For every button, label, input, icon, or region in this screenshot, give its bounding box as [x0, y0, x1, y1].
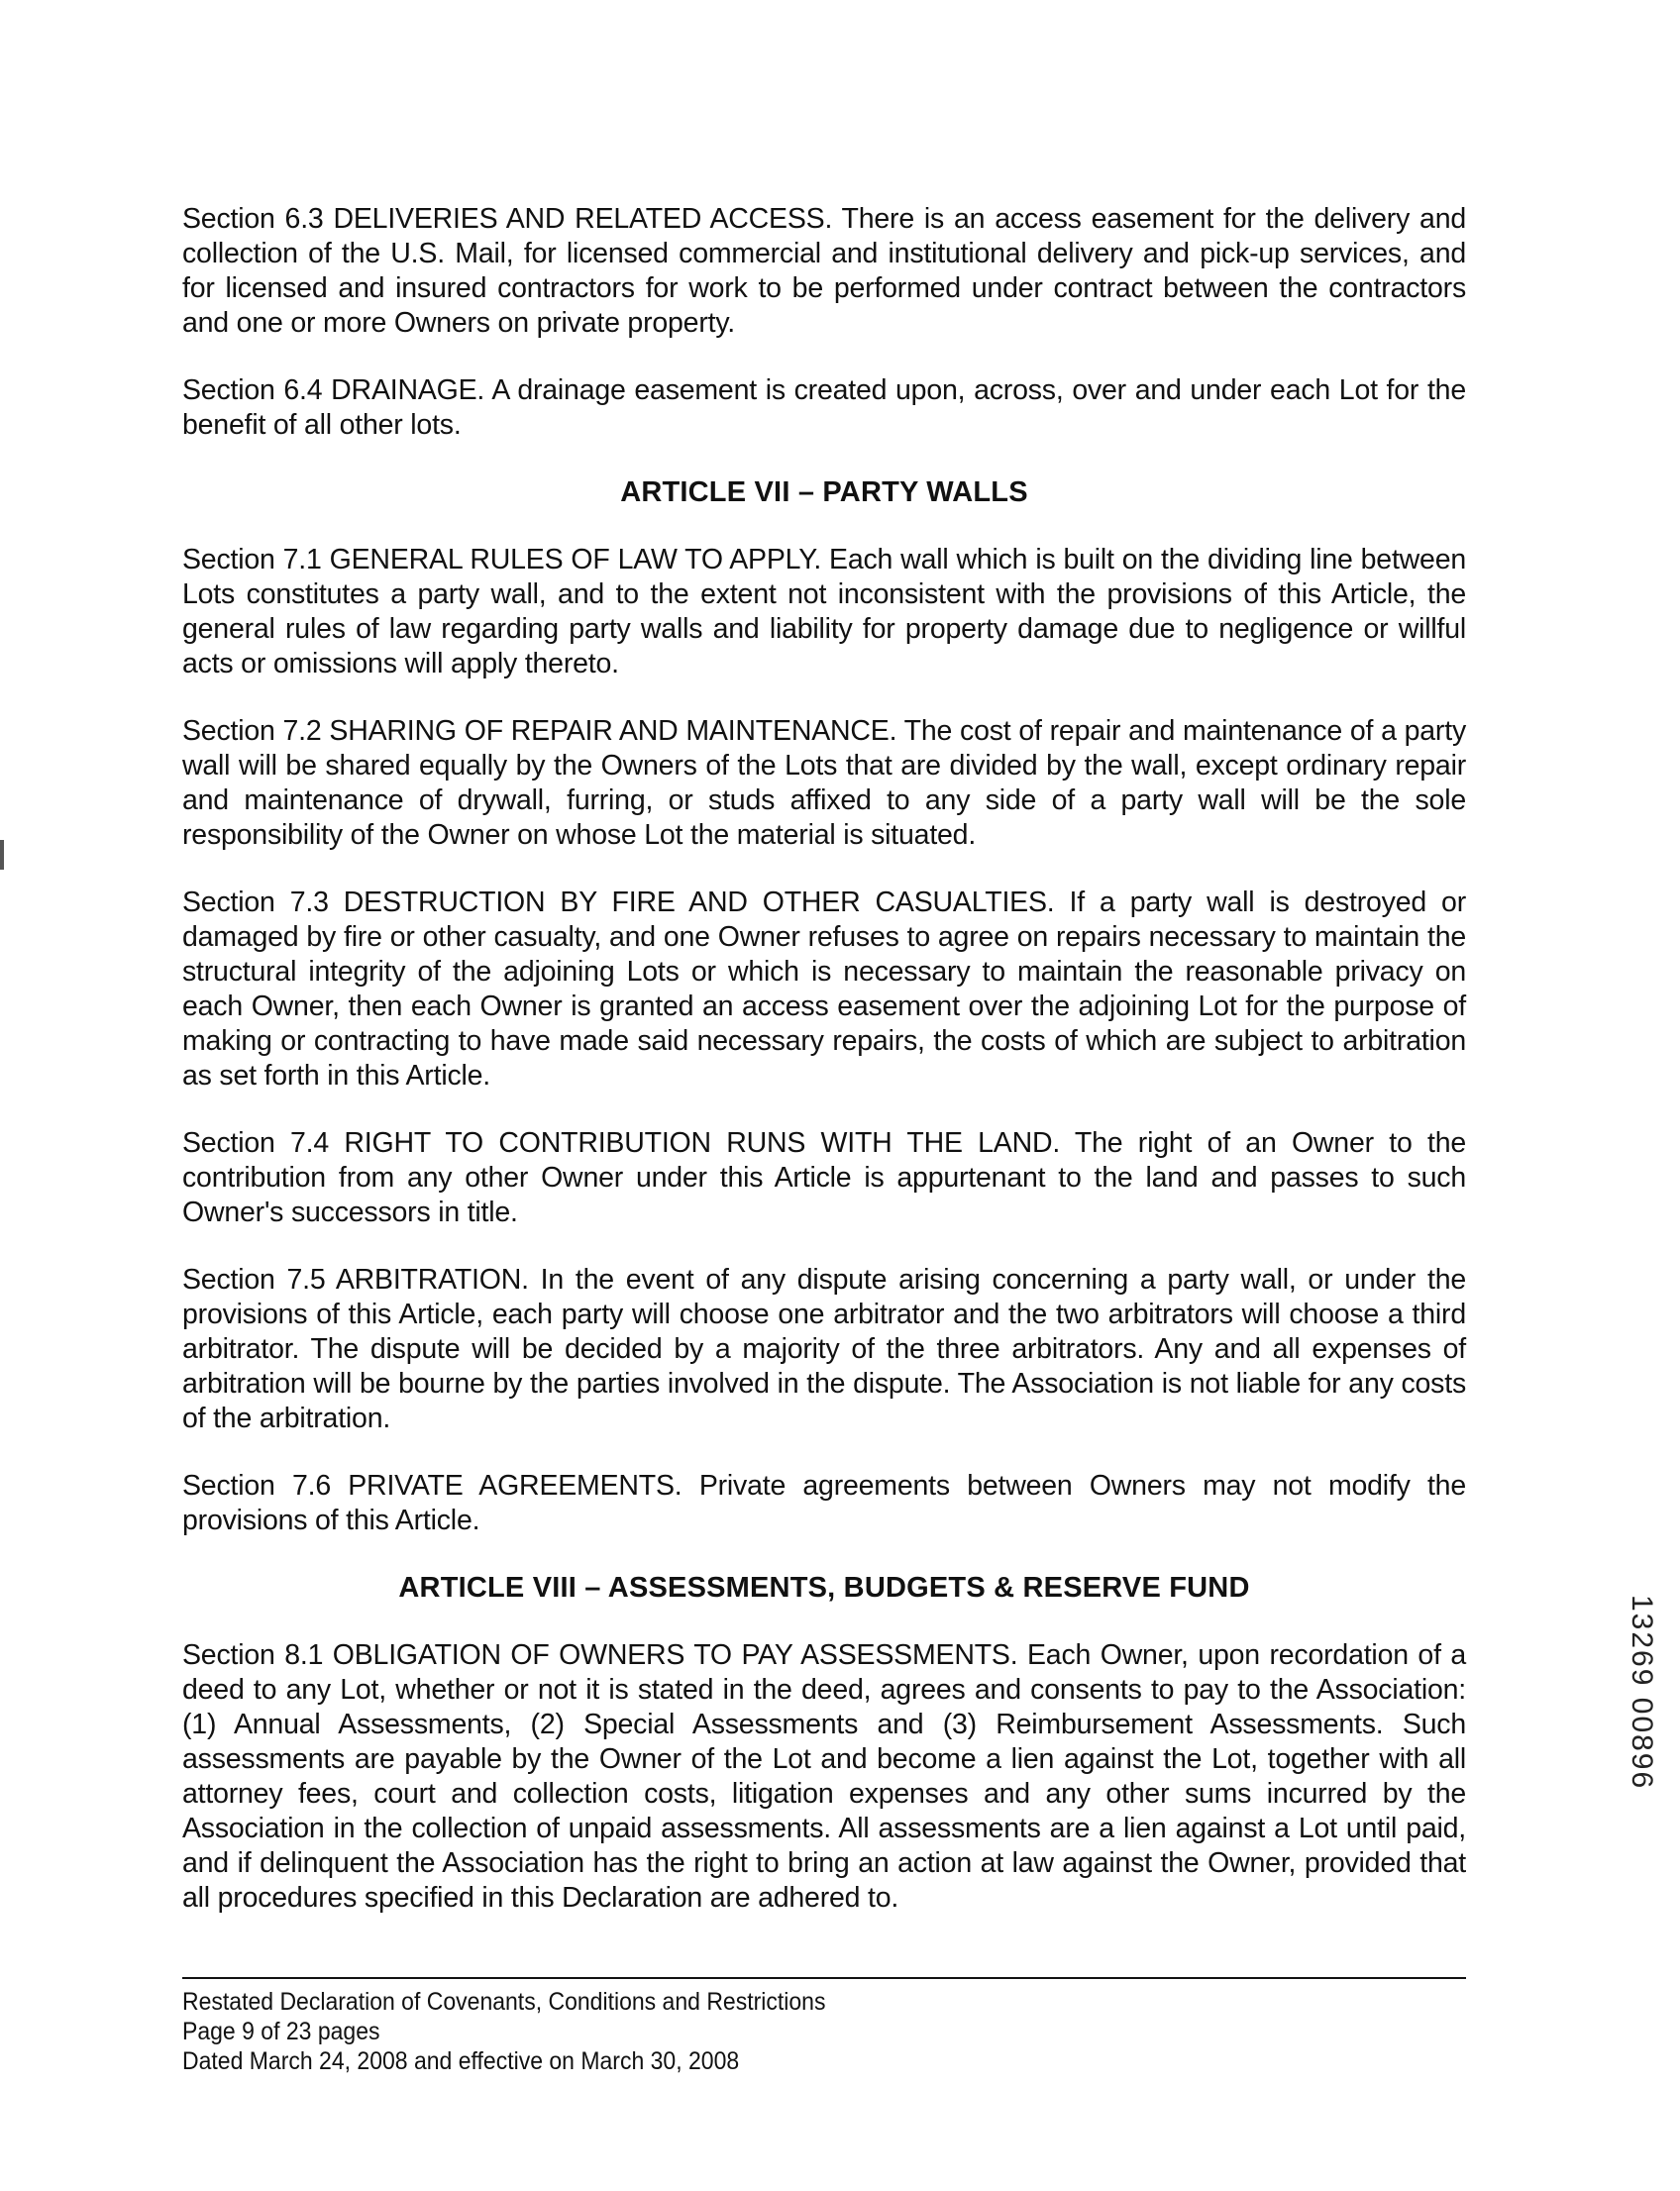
- footer-title: Restated Declaration of Covenants, Conditions and Restrictions: [182, 1988, 826, 2016]
- page-footer: [182, 1977, 1466, 2076]
- article-7-heading: ARTICLE VII – PARTY WALLS: [620, 476, 1028, 508]
- section-7-5: Section 7.5 ARBITRATION. In the event of any dispute arising concerning a party wall, or under the provisions of this Article, each party will choose one arbitrator and the two arbitrators will choose a third arbitrator. The dispute will be decided by a majority of the three arbitrators. Any and all expenses of arbitration will be bourne by the parties involved in the dispute. The Association is not liable for any costs of the arbitration.: [182, 1264, 1466, 1434]
- article-8-heading: ARTICLE VIII – ASSESSMENTS, BUDGETS & RESERVE FUND: [398, 1572, 1250, 1604]
- footer-page-number: Page 9 of 23 pages: [182, 2018, 380, 2045]
- scan-edge-mark: [0, 840, 4, 870]
- section-7-6: Section 7.6 PRIVATE AGREEMENTS. Private agreements between Owners may not modify the provisions of this Article.: [182, 1470, 1466, 1536]
- section-7-4: Section 7.4 RIGHT TO CONTRIBUTION RUNS WITH THE LAND. The right of an Owner to the contribution from any other Owner under this Article is appurtenant to the land and passes to such Owner's successors in title.: [182, 1127, 1466, 1228]
- recording-stamp-text: 13269 00896: [1626, 1595, 1658, 1791]
- section-6-3: Section 6.3 DELIVERIES AND RELATED ACCESS. There is an access easement for the delivery and collection of the U.S. Mail, for licensed commercial and institutional delivery and pick-up services, and for licensed and insured contractors for work to be performed under contract between the contractors and one or more Owners on private property.: [182, 203, 1466, 339]
- document-page: [182, 202, 1466, 1948]
- section-7-2: Section 7.2 SHARING OF REPAIR AND MAINTENANCE. The cost of repair and maintenance of a party wall will be shared equally by the Owners of the Lots that are divided by the wall, except ordinary repair and maintenance of drywall, furring, or studs affixed to any side of a party wall will be the sole responsibility of the Owner on whose Lot the material is situated.: [182, 715, 1466, 851]
- section-6-4: Section 6.4 DRAINAGE. A drainage easement is created upon, across, over and under each Lot for the benefit of all other lots.: [182, 374, 1466, 441]
- footer-divider: [182, 1977, 1466, 1979]
- footer-date: Dated March 24, 2008 and effective on March 30, 2008: [182, 2047, 740, 2075]
- recording-stamp: [1625, 1595, 1660, 1832]
- section-8-1: Section 8.1 OBLIGATION OF OWNERS TO PAY ASSESSMENTS. Each Owner, upon recordation of a deed to any Lot, whether or not it is stated in the deed, agrees and consents to pay to the Association: (1) Annual Assessments, (2) Special Assessments and (3) Reimbursement Assessments. Such assessments are payable by the Owner of the Lot and become a lien against the Lot, together with all attorney fees, court and collection costs, litigation expenses and any other sums incurred by the Association in the collection of unpaid assessments. All assessments are a lien against a Lot until paid, and if delinquent the Association has the right to bring an action at law against the Owner, provided that all procedures specified in this Declaration are adhered to.: [182, 1639, 1466, 1914]
- section-7-1: Section 7.1 GENERAL RULES OF LAW TO APPLY. Each wall which is built on the dividing line between Lots constitutes a party wall, and to the extent not inconsistent with the provisions of this Article, the general rules of law regarding party walls and liability for property damage due to negligence or willful acts or omissions will apply thereto.: [182, 544, 1466, 679]
- section-7-3: Section 7.3 DESTRUCTION BY FIRE AND OTHER CASUALTIES. If a party wall is destroyed or damaged by fire or other casualty, and one Owner refuses to agree on repairs necessary to maintain the structural integrity of the adjoining Lots or which is necessary to maintain the reasonable privacy on each Owner, then each Owner is granted an access easement over the adjoining Lot for the purpose of making or contracting to have made said necessary repairs, the costs of which are subject to arbitration as set forth in this Article.: [182, 887, 1466, 1092]
